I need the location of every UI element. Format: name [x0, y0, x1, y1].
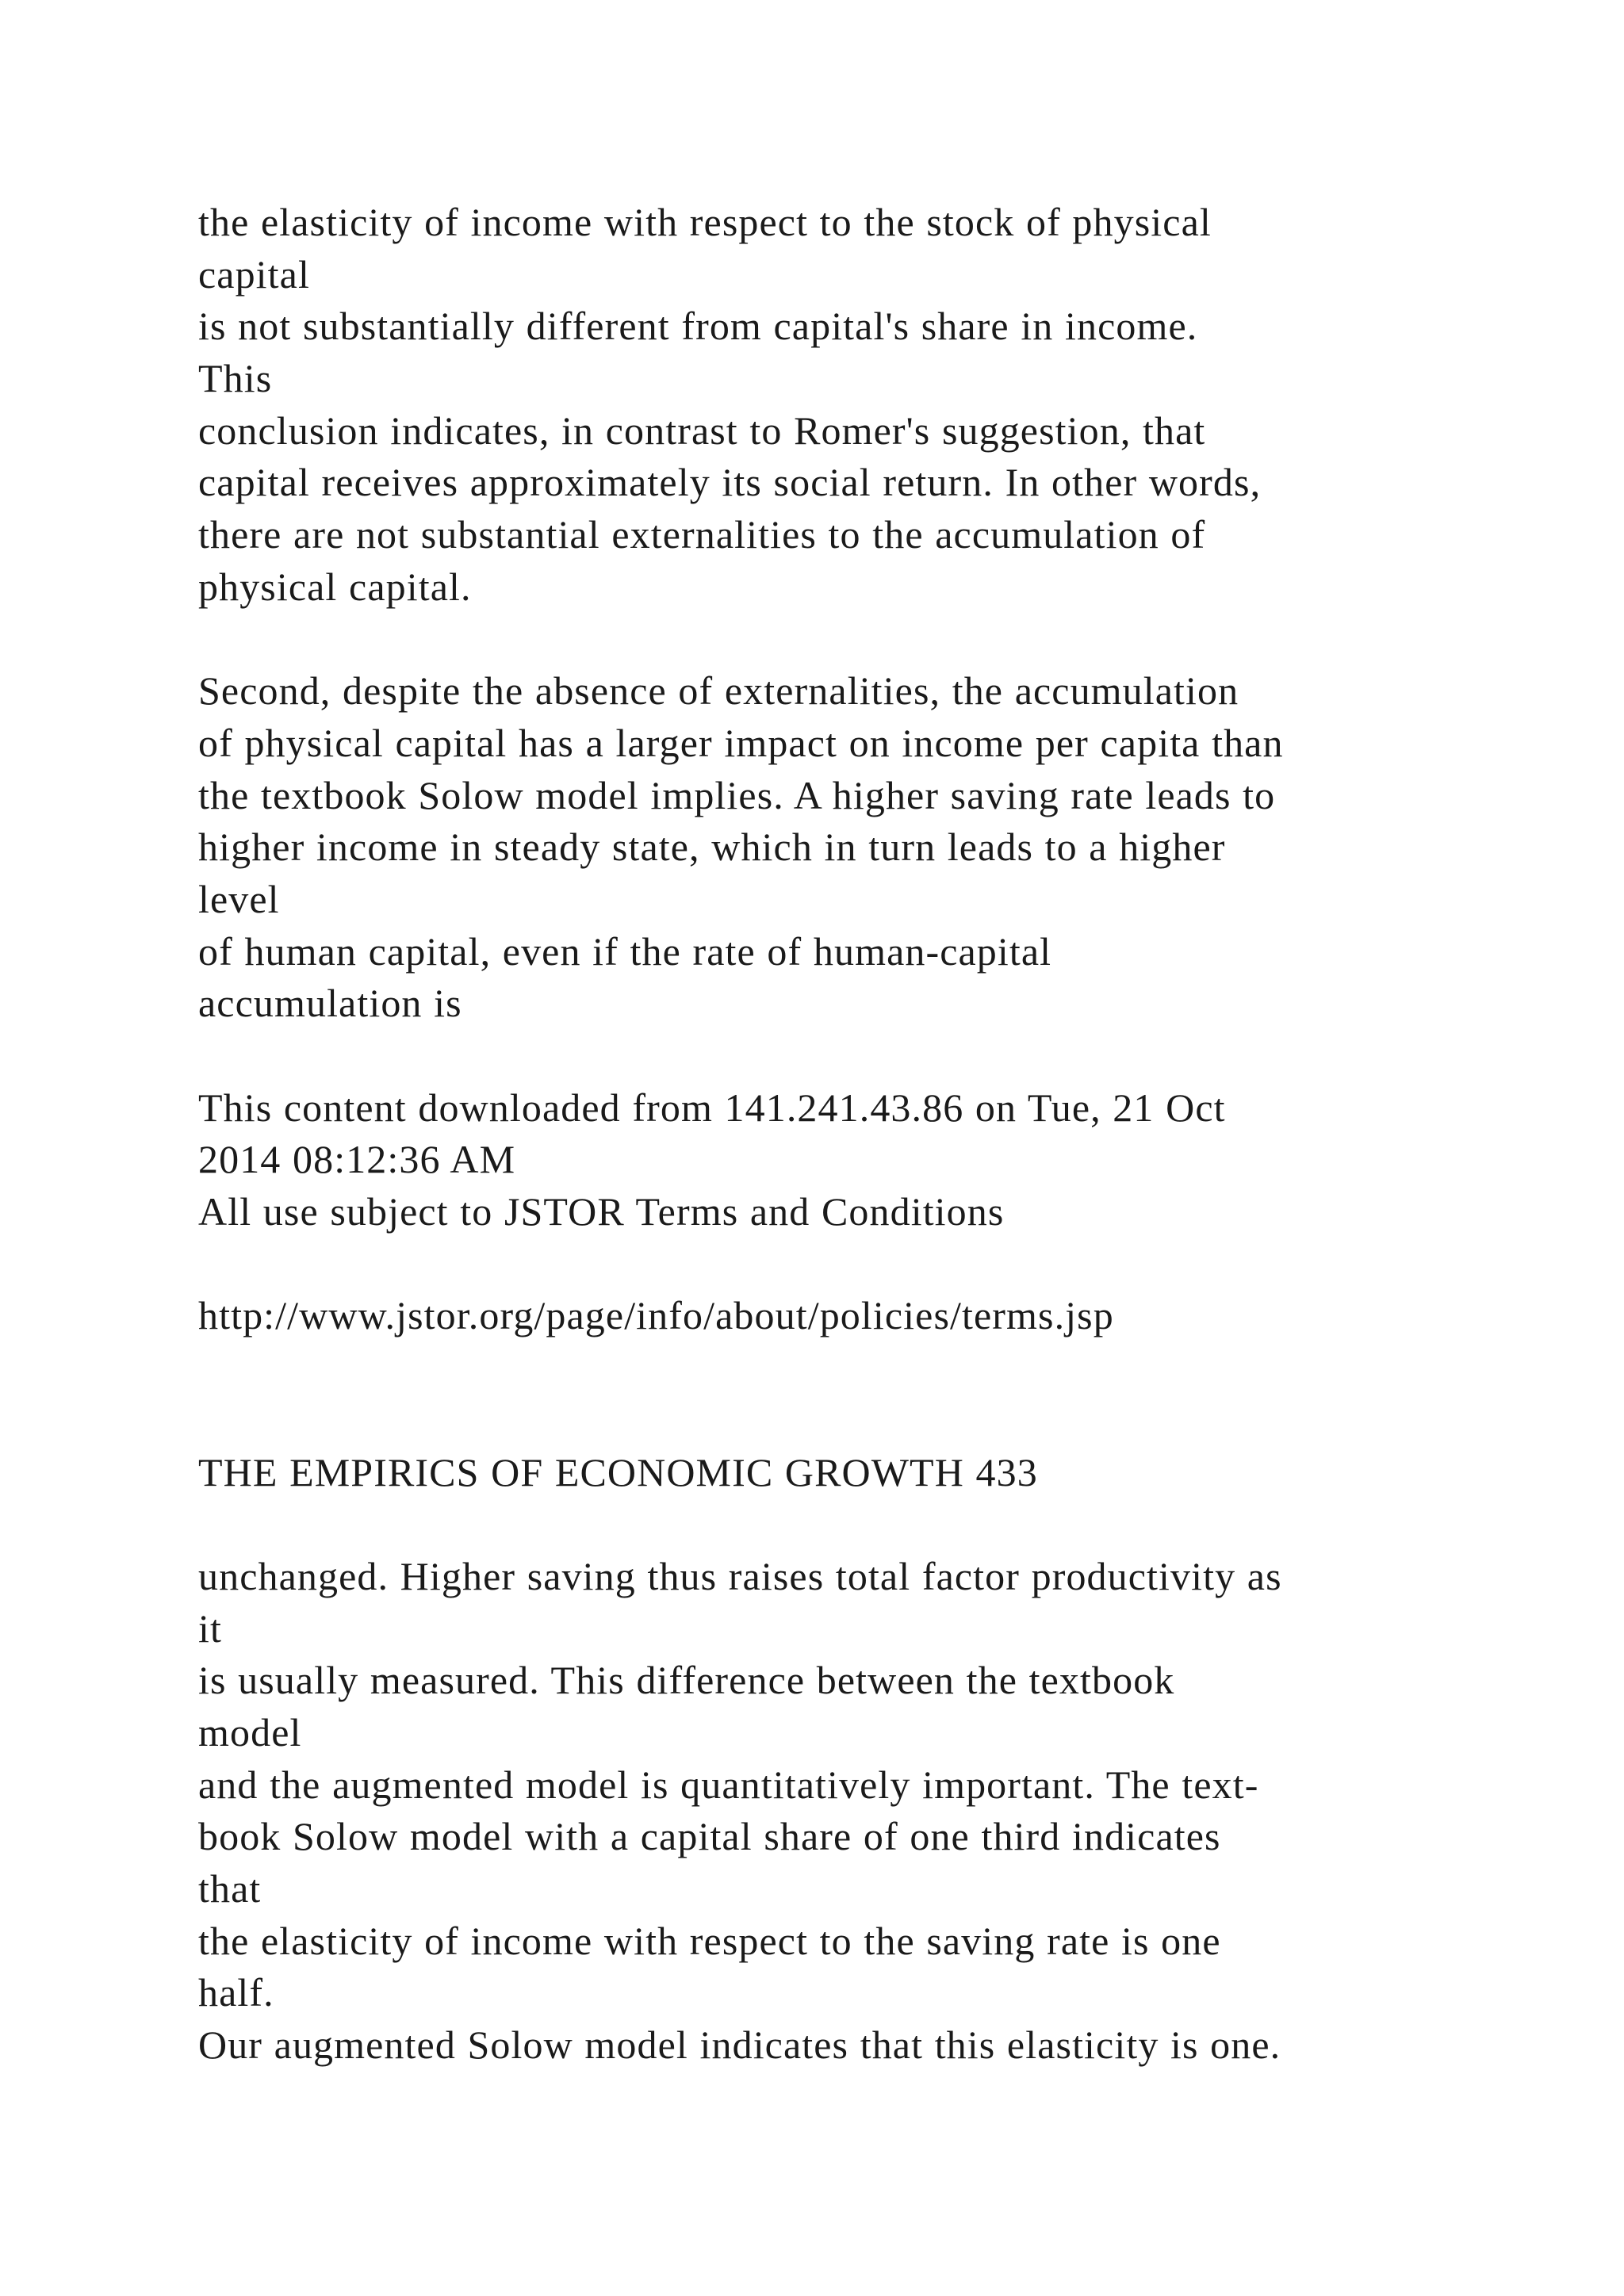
download-notice [198, 1082, 1562, 1238]
text-line: higher income in steady state, which in turn leads to a higher [198, 825, 1226, 870]
paragraph-gap [198, 1498, 1562, 1551]
paragraph-gap [198, 614, 1562, 666]
text-line: the textbook Solow model implies. A higher saving rate leads to [198, 772, 1276, 817]
text-line: book Solow model with a capital share of one third indicates [198, 1814, 1221, 1859]
paragraph-gap [198, 1395, 1562, 1447]
text-line: level [198, 876, 280, 921]
text-line: is not substantially different from capital's share in income. [198, 304, 1198, 349]
text-line: is usually measured. This difference between the textbook [198, 1658, 1175, 1703]
text-line: the elasticity of income with respect to the saving rate is one [198, 1918, 1221, 1963]
text-line: conclusion indicates, in contrast to Romer's suggestion, that [198, 408, 1206, 453]
text-line: of physical capital has a larger impact on income per capita than [198, 720, 1284, 765]
text-line: Our augmented Solow model indicates that this elasticity is one. [198, 2022, 1281, 2068]
text-line: All use subject to JSTOR Terms and Conditions [198, 1189, 1005, 1234]
paragraph-1 [198, 197, 1562, 614]
text-line: there are not substantial externalities to the accumulation of [198, 512, 1206, 557]
text-line: it [198, 1605, 222, 1651]
paragraph-2 [198, 665, 1562, 1030]
text-line: the elasticity of income with respect to the stock of physical [198, 200, 1212, 244]
text-line: This [198, 356, 273, 401]
text-line: 2014 08:12:36 AM [198, 1137, 516, 1182]
page-text [198, 197, 1562, 2072]
paragraph-gap [198, 1030, 1562, 1082]
text-line: of human capital, even if the rate of human-capital [198, 928, 1052, 974]
paragraph-gap [198, 1238, 1562, 1291]
text-line: half. [198, 1970, 274, 2015]
text-line: capital receives approximately its social return. In other words, [198, 460, 1262, 505]
text-line: capital [198, 251, 310, 297]
text-line: model [198, 1709, 302, 1755]
text-line: Second, despite the absence of externalities, the accumulation [198, 668, 1239, 714]
paragraph-gap [198, 1342, 1562, 1395]
text-line: physical capital. [198, 564, 472, 609]
text-line: accumulation is [198, 981, 462, 1026]
text-line: that [198, 1866, 262, 1911]
terms-url: http://www.jstor.org/page/info/about/policies/terms.jsp [198, 1293, 1114, 1338]
text-line: This content downloaded from 141.241.43.86 on Tue, 21 Oct [198, 1085, 1226, 1130]
text-line: and the augmented model is quantitatively important. The text- [198, 1762, 1259, 1807]
text-line: unchanged. Higher saving thus raises total factor productivity as [198, 1553, 1282, 1598]
paragraph-3 [198, 1551, 1562, 2072]
running-header: THE EMPIRICS OF ECONOMIC GROWTH 433 [198, 1449, 1038, 1494]
